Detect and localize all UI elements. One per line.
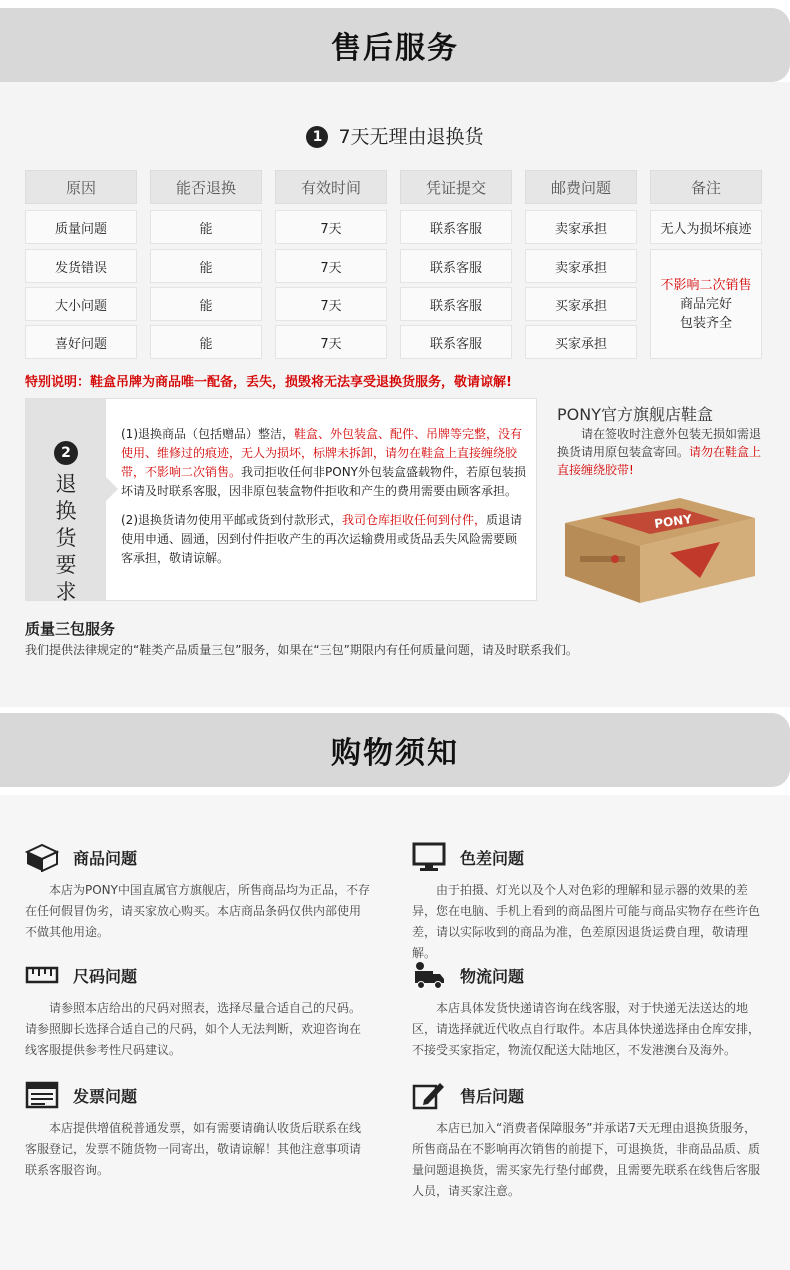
quality-service-desc: 我们提供法律规定的“鞋类产品质量三包”服务，如果在“三包”期限内有任何质量问题，请及时联系我们。: [25, 643, 578, 657]
note-text: 商品完好: [679, 296, 732, 312]
shoebox-title: PONY官方旗舰店鞋盒: [557, 405, 713, 424]
vertical-char: 退: [55, 472, 77, 496]
table-cell: 能: [150, 210, 262, 244]
notice-title: 物流问题: [460, 966, 525, 986]
shoebox-logo-text: PONY: [653, 511, 693, 531]
requirement-red-text: 鞋盒、外包装盒、配件、吊牌等完整，没有使用、维修过的痕迹，无人为损坏，标牌未拆卸，请勿在鞋盒上直接缠绕胶带，不影响二次销售。: [121, 427, 523, 479]
vertical-char: 要: [55, 553, 77, 577]
notice-title: 尺码问题: [73, 966, 138, 986]
notice-color: [412, 842, 762, 964]
shopping-notice-title: 购物须知: [331, 736, 459, 771]
notice-after-sale: [412, 1080, 762, 1202]
notice-title: 售后问题: [460, 1086, 525, 1106]
notice-logistics: [412, 960, 762, 1061]
vertical-char: 换: [55, 499, 77, 523]
table-cell-note: 无人为损坏痕迹: [650, 210, 762, 244]
return-requirements-side: [26, 399, 106, 604]
special-notice: 特别说明：鞋盒吊牌为商品唯一配备，丢失，损毁将无法享受退换货服务，敬请谅解!: [25, 375, 512, 390]
table-cell: 7天: [275, 249, 387, 283]
ruler-icon: [25, 960, 59, 990]
after-sale-title: 售后服务: [331, 31, 459, 66]
invoice-icon: [25, 1080, 59, 1110]
step-number-badge: 1: [306, 126, 328, 148]
pen-edit-icon: [412, 1080, 446, 1110]
return-requirements-text: [121, 425, 526, 578]
table-cell: 发货错误: [25, 249, 137, 283]
requirement-paragraph-2: [121, 511, 526, 568]
step-number-badge: 2: [54, 441, 78, 465]
requirement-text: (1)退换商品（包括赠品）整洁，: [121, 427, 294, 441]
shoebox-desc-red-text: 请勿在鞋盒上直接缠绕胶带!: [557, 445, 762, 477]
shopping-notice-banner: [0, 713, 790, 787]
requirement-red-text: 我司仓库拒收任何到付件，: [342, 513, 487, 527]
return-requirements-label: [54, 471, 78, 606]
table-cell: 买家承担: [525, 325, 637, 359]
table-header: 邮费问题: [525, 170, 637, 204]
table-cell: 大小问题: [25, 287, 137, 321]
notice-invoice: [25, 1080, 370, 1181]
notice-body: 本店已加入“消费者保障服务”并承诺7天无理由退换货服务，所售商品在不影响再次销售的前提下，可退换货，非商品品质、质量问题退换货，需买家先行垫付邮费，且需要先联系在线售后客服人员，请买家注意。: [412, 1121, 761, 1198]
table-cell: 7天: [275, 325, 387, 359]
table-cell: 能: [150, 287, 262, 321]
vertical-char: 货: [55, 526, 77, 550]
quality-service-title: 质量三包服务: [25, 620, 116, 638]
table-cell: 买家承担: [525, 287, 637, 321]
table-header: 凭证提交: [400, 170, 512, 204]
note-text: 包装齐全: [679, 315, 732, 331]
table-cell: 联系客服: [400, 249, 512, 283]
requirement-text: 质退请使用申通、圆通，因到付件拒收产生的再次运输费用或货品丢失风险需要顾客承担，敬请谅解。: [121, 513, 523, 565]
table-cell: 卖家承担: [525, 249, 637, 283]
table-cell: 7天: [275, 210, 387, 244]
notice-size: [25, 960, 370, 1061]
vertical-char: 求: [55, 580, 77, 604]
table-cell-merged-note: [650, 249, 762, 359]
table-cell: 能: [150, 325, 262, 359]
table-cell: 7天: [275, 287, 387, 321]
table-header: 有效时间: [275, 170, 387, 204]
notice-title: 发票问题: [73, 1086, 138, 1106]
table-cell: 联系客服: [400, 287, 512, 321]
note-red-text: 不影响二次销售: [660, 277, 752, 293]
return-policy-title-text: 7天无理由退换货: [338, 126, 484, 148]
delivery-truck-icon: [412, 960, 446, 990]
return-requirements-box: [25, 398, 537, 604]
notice-body: 本店为PONY中国直属官方旗舰店，所售商品均为正品，不存在任何假冒伪劣，请买家放心购买。本店商品条码仅供内部使用不做其他用途。: [25, 883, 370, 939]
table-cell: 质量问题: [25, 210, 137, 244]
table-cell: 能: [150, 249, 262, 283]
notice-title: 商品问题: [73, 848, 138, 868]
shoebox-desc-text: 请在签收时注意外包装无损如需退换货请用原包装盒寄回。: [557, 427, 762, 459]
table-cell: 联系客服: [400, 210, 512, 244]
table-header: 备注: [650, 170, 762, 204]
after-sale-banner: [0, 8, 790, 82]
shoebox-description: [557, 425, 762, 479]
return-policy-title: [0, 122, 790, 149]
shoebox-image: [560, 478, 760, 608]
table-header: 原因: [25, 170, 137, 204]
notice-body: 由于拍摄、灯光以及个人对色彩的理解和显示器的效果的差异，您在电脑、手机上看到的商品图片可能与商品实物存在些许色差，请以实际收到的商品为准，色差原因退货运费自理，敬请理解。: [412, 883, 761, 960]
table-cell: 联系客服: [400, 325, 512, 359]
requirement-text: 我司拒收任何非PONY外包装盒盛载物件，若原包装损坏请及时联系客服，因非原包装盒物件拒收和产生的费用需要由顾客承担。: [121, 465, 527, 498]
requirement-text: (2)退换货请勿使用平邮或货到付款形式，: [121, 513, 342, 527]
notice-body: 请参照本店给出的尺码对照表，选择尽量合适自己的尺码。请参照脚长选择合适自己的尺码，如个人无法判断，欢迎咨询在线客服提供参考性尺码建议。: [25, 1001, 362, 1057]
pointer-arrow: [106, 477, 118, 501]
monitor-icon: [412, 842, 446, 872]
box-icon: [25, 842, 59, 872]
table-cell: 卖家承担: [525, 210, 637, 244]
notice-body: 本店具体发货快递请咨询在线客服，对于快递无法送达的地区，请选择就近代收点自行取件。本店具体快递选择由仓库安排，不接受买家指定，物流仅配送大陆地区，不发港澳台及海外。: [412, 1001, 761, 1057]
notice-body: 本店提供增值税普通发票，如有需要请确认收货后联系在线客服登记，发票不随货物一同寄出，敬请谅解！其他注意事项请联系客服咨询。: [25, 1121, 362, 1177]
table-header: 能否退换: [150, 170, 262, 204]
table-cell: 喜好问题: [25, 325, 137, 359]
requirement-paragraph-1: [121, 425, 526, 501]
notice-product: [25, 842, 370, 943]
notice-title: 色差问题: [460, 848, 525, 868]
